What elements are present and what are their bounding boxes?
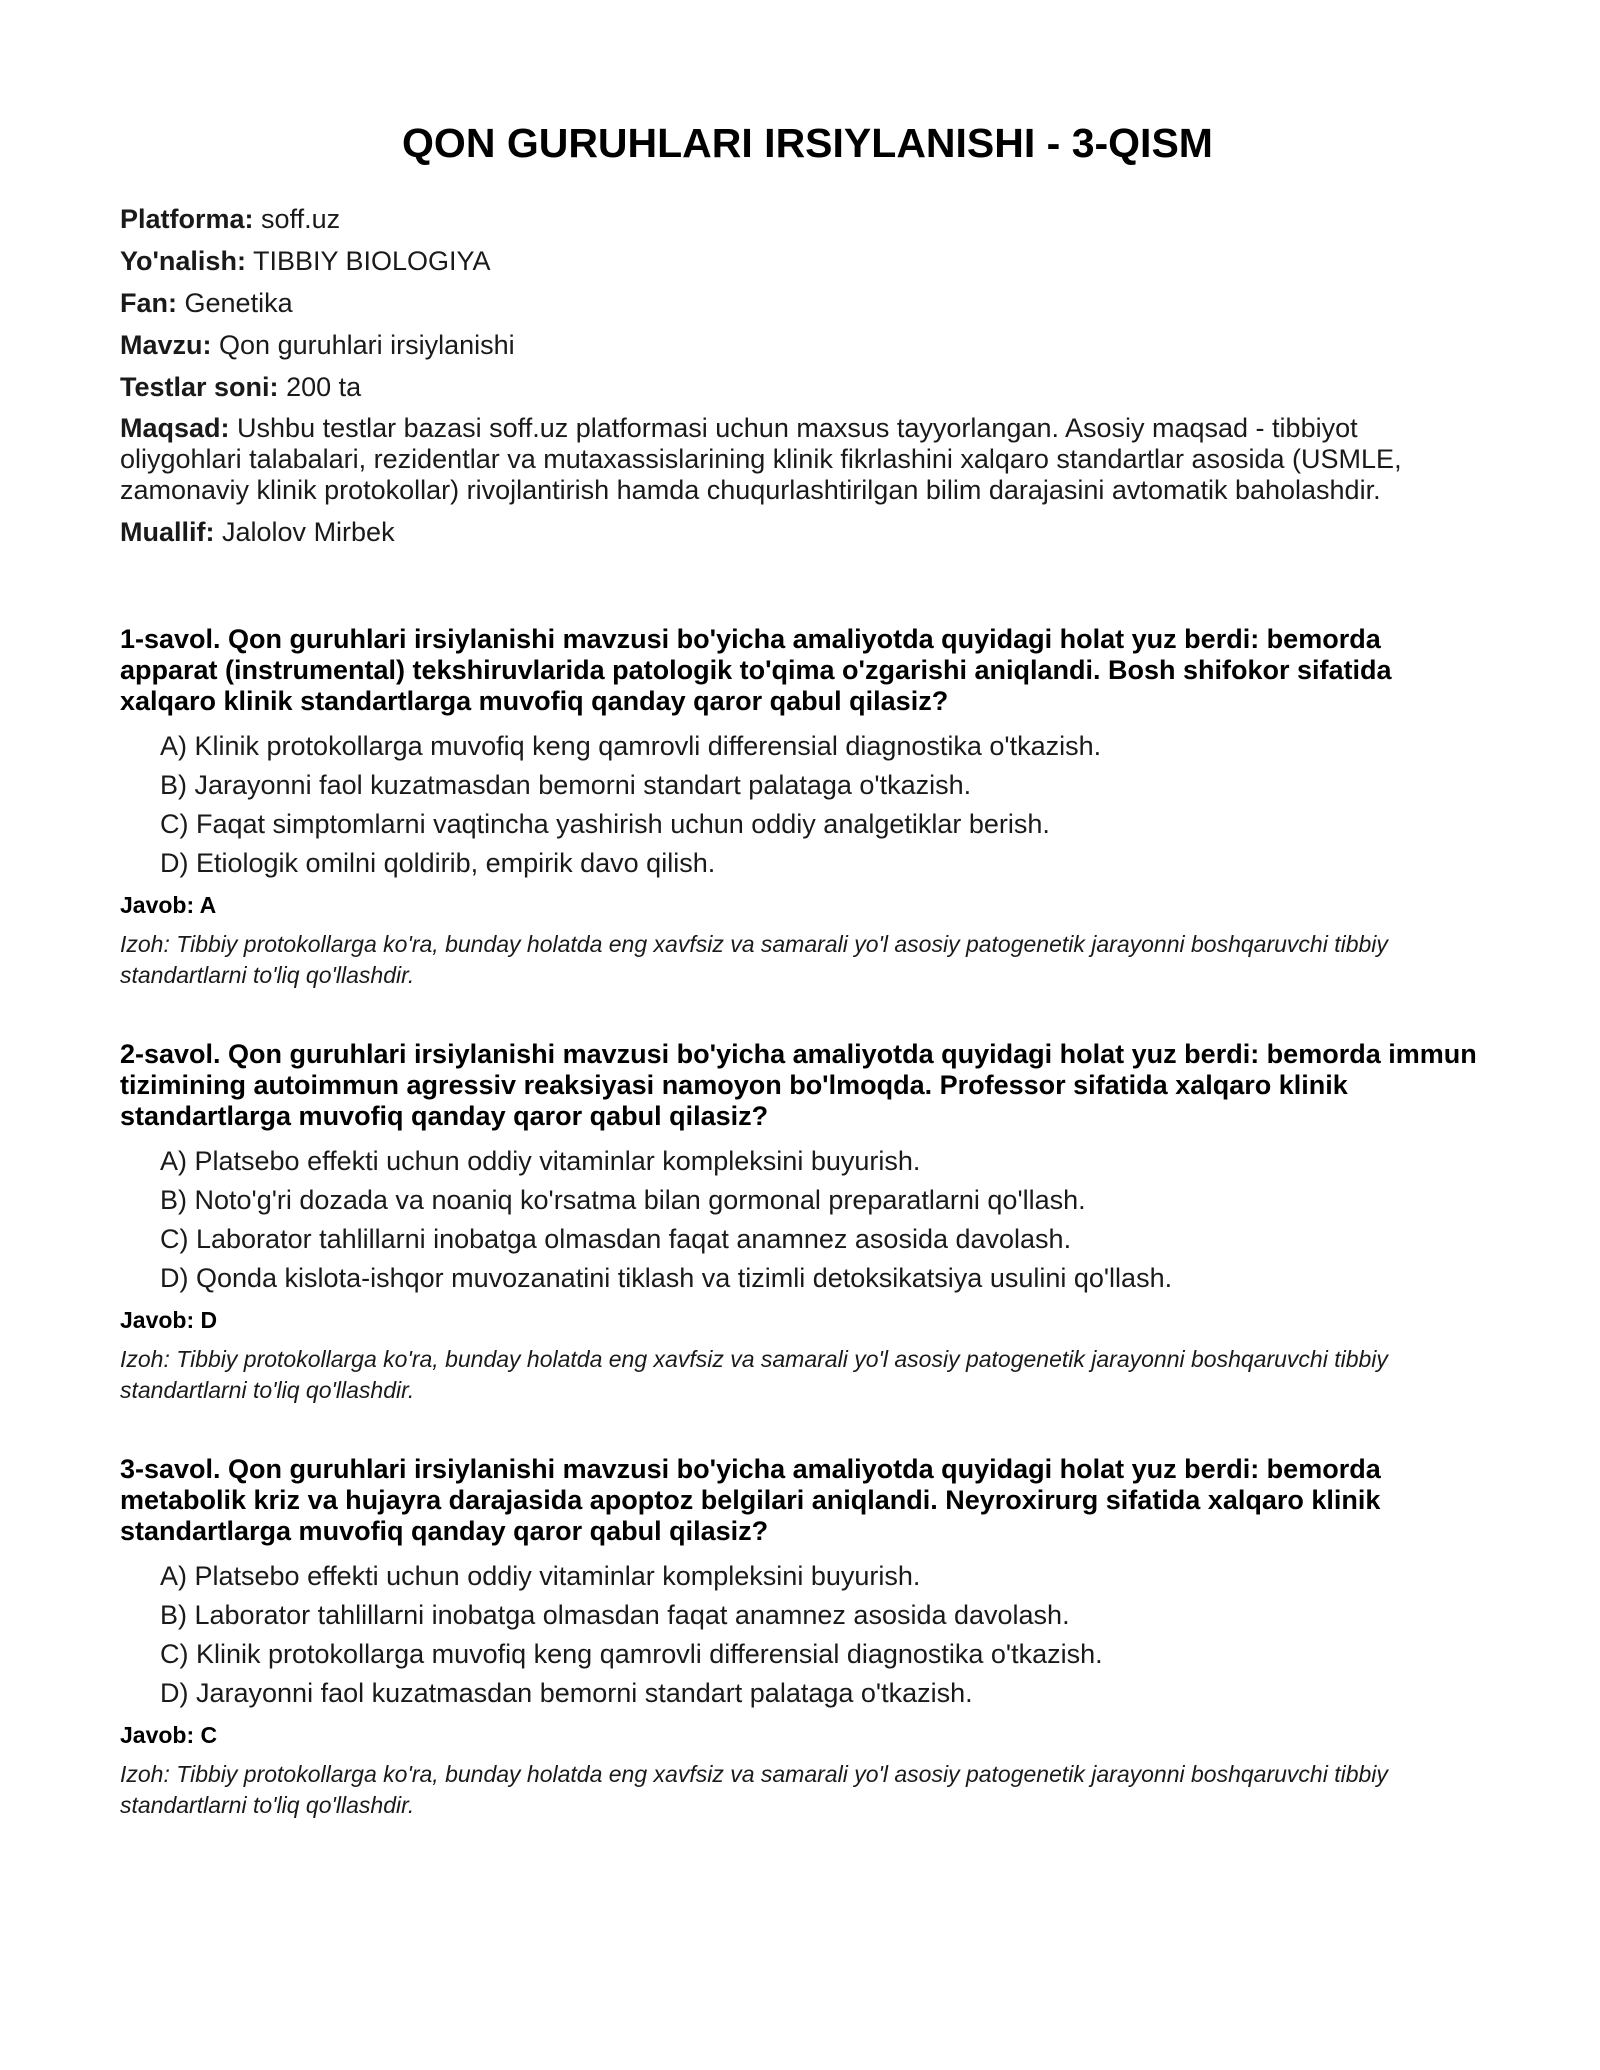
option-a: A) Platsebo effekti uchun oddiy vitaminlar kompleksini buyurish. [160,1561,921,1591]
meta-subject [120,287,1480,319]
meta-topic [120,329,1480,361]
meta-label: Platforma: [120,204,254,234]
answer-explanation: Izoh: Tibbiy protokollarga ko'ra, bunday holatda eng xavfsiz va samarali yo'l asosiy patogenetik jarayonni boshqaruvchi tibbiy standartlarni to'liq qo'llashdir. [120,1346,1388,1403]
answer-options [120,1146,1480,1294]
meta-value: Ushbu testlar bazasi soff.uz platformasi uchun maxsus tayyorlangan. Asosiy maqsad - tibbiyot oliygohlari talabalari, rezidentlar va mutaxassislarining klinik fikrlashini xalqaro standartlar asosida (USMLE, zamonaviy klinik protokollar) rivojlantirish hamda chuqurlashtirilgan bilim darajasini avtomatik baholashdir. [120,413,1402,505]
meta-author [120,516,1480,548]
option-c: C) Faqat simptomlarni vaqtincha yashirish uchun oddiy analgetiklar berish. [160,809,1050,839]
meta-label: Maqsad: [120,413,230,443]
meta-platform [120,203,1480,235]
meta-value: Qon guruhlari irsiylanishi [219,330,515,360]
document-title: QON GURUHLARI IRSIYLANISHI - 3-QISM [402,120,1213,166]
meta-label: Testlar soni: [120,372,279,402]
meta-value: Jalolov Mirbek [222,517,395,547]
option-c: C) Klinik protokollarga muvofiq keng qamrovli differensial diagnostika o'tkazish. [160,1639,1103,1669]
question-block [120,1039,1480,1406]
option-a: A) Klinik protokollarga muvofiq keng qamrovli differensial diagnostika o'tkazish. [160,731,1102,761]
meta-label: Muallif: [120,517,215,547]
meta-purpose [120,413,1480,506]
question-block [120,624,1480,991]
meta-label: Fan: [120,288,177,318]
meta-value: 200 ta [286,372,362,402]
meta-label: Mavzu: [120,330,212,360]
option-d: D) Qonda kislota-ishqor muvozanatini tiklash va tizimli detoksikatsiya usulini qo'llash. [160,1263,1173,1293]
meta-direction [120,245,1480,277]
question-text: 3-savol. Qon guruhlari irsiylanishi mavzusi bo'yicha amaliyotda quyidagi holat yuz berdi: bemorda metabolik kriz va hujayra darajasida apoptoz belgilari aniqlandi. Neyroxirurg sifatida xalqaro klinik standartlarga muvofiq qanday qaror qabul qilasiz? [120,1454,1381,1546]
answer-key: Javob: A [120,892,217,918]
meta-value: TIBBIY BIOLOGIYA [252,246,491,276]
answer-key: Javob: C [120,1722,218,1748]
question-text: 1-savol. Qon guruhlari irsiylanishi mavzusi bo'yicha amaliyotda quyidagi holat yuz berdi: bemorda apparat (instrumental) tekshiruvlarida patologik to'qima o'zgarishi aniqlandi. Bosh shifokor sifatida xalqaro klinik standartlarga muvofiq qanday qaror qabul qilasiz? [120,624,1392,716]
option-b: B) Noto'g'ri dozada va noaniq ko'rsatma bilan gormonal preparatlarni qo'llash. [160,1185,1086,1215]
answer-explanation: Izoh: Tibbiy protokollarga ko'ra, bunday holatda eng xavfsiz va samarali yo'l asosiy patogenetik jarayonni boshqaruvchi tibbiy standartlarni to'liq qo'llashdir. [120,1761,1388,1818]
answer-options [120,1561,1480,1709]
question-text: 2-savol. Qon guruhlari irsiylanishi mavzusi bo'yicha amaliyotda quyidagi holat yuz berdi: bemorda immun tizimining autoimmun agressiv reaksiyasi namoyon bo'lmoqda. Professor sifatida xalqaro klinik standartlarga muvofiq qanday qaror qabul qilasiz? [120,1039,1477,1131]
meta-label: Yo'nalish: [120,246,246,276]
option-a: A) Platsebo effekti uchun oddiy vitaminlar kompleksini buyurish. [160,1146,921,1176]
option-d: D) Jarayonni faol kuzatmasdan bemorni standart palataga o'tkazish. [160,1678,973,1708]
meta-value: soff.uz [261,204,341,234]
questions-list [120,624,1480,1821]
meta-value: Genetika [184,288,293,318]
answer-key: Javob: D [120,1307,218,1333]
answer-options [120,731,1480,879]
option-b: B) Jarayonni faol kuzatmasdan bemorni standart palataga o'tkazish. [160,770,972,800]
answer-explanation: Izoh: Tibbiy protokollarga ko'ra, bunday holatda eng xavfsiz va samarali yo'l asosiy patogenetik jarayonni boshqaruvchi tibbiy standartlarni to'liq qo'llashdir. [120,931,1388,988]
option-b: B) Laborator tahlillarni inobatga olmasdan faqat anamnez asosida davolash. [160,1600,1070,1630]
option-c: C) Laborator tahlillarni inobatga olmasdan faqat anamnez asosida davolash. [160,1224,1072,1254]
option-d: D) Etiologik omilni qoldirib, empirik davo qilish. [160,848,716,878]
meta-test-count [120,371,1480,403]
question-block [120,1454,1480,1821]
document-metadata [120,203,1480,548]
